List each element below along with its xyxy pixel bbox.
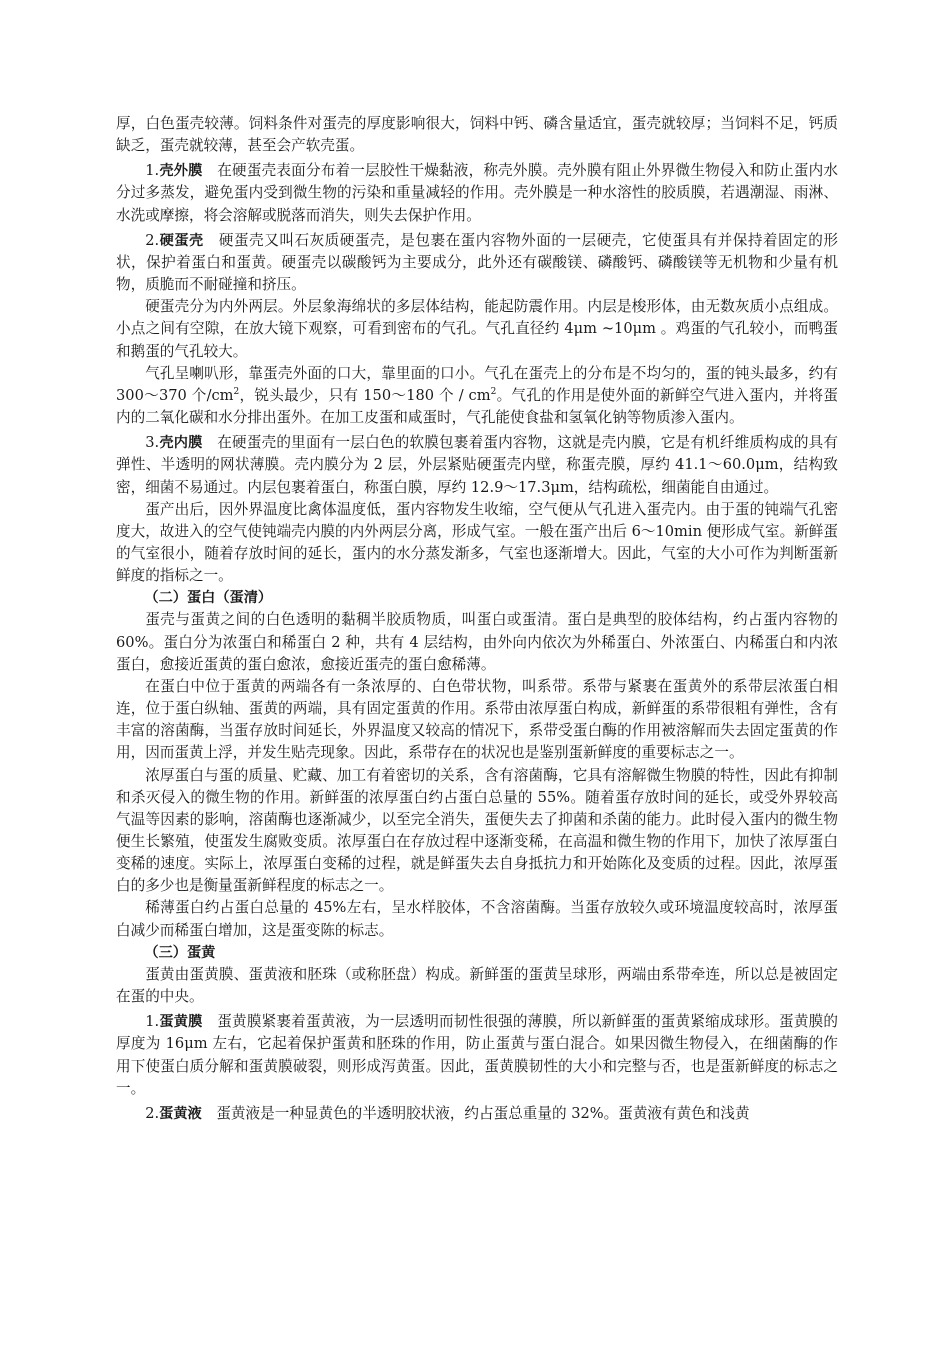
- paragraph-11: 稀薄蛋白约占蛋白总量的 45%左右，呈水样胶体，不含溶菌酶。当蛋存放较久或环境温度较高时，浓厚蛋白减少而稀蛋白增加，这是蛋变陈的标志。: [116, 899, 838, 939]
- item-text: 蛋黄液是一种显黄色的半透明胶状液，约占蛋总重量的 32%。蛋黄液有黄色和浅黄: [216, 1104, 750, 1122]
- document-page: [116, 113, 838, 1125]
- term-heading: 蛋黄膜: [159, 1014, 203, 1031]
- paragraph-10: 浓厚蛋白与蛋的质量、贮藏、加工有着密切的关系，含有溶菌酶，它具有溶解微生物膜的特性，因此有抑制和杀灭侵入的微生物的作用。新鲜蛋的浓厚蛋白约占蛋白总量的 55%。随着蛋存放时间的延长，或受外界较高气温等因素的影响，溶菌酶也逐渐减少，以至完全消失，蛋便失去了抑菌和杀菌的能力。此时侵入蛋内的微生物便生长繁殖，使蛋发生腐败变质。浓厚蛋白在存放过程中逐渐变稀，在高温和微生物的作用下，加快了浓厚蛋白变稀的速度。实际上，浓厚蛋白变稀的过程，就是鲜蛋失去自身抵抗力和开始陈化及变质的过程。因此，浓厚蛋白的多少也是衡量蛋新鲜程度的标志之一。: [116, 766, 838, 895]
- paragraph-13: 蛋黄由蛋黄膜、蛋黄液和胚珠（或称胚盘）构成。新鲜蛋的蛋黄呈球形，两端由系带牵连，所以总是被固定在蛋的中央。: [116, 965, 838, 1006]
- paragraph-0: 厚，白色蛋壳较薄。饲料条件对蛋壳的厚度影响很大，饲料中钙、磷含量适宜，蛋壳就较厚；当饲料不足，钙质缺乏，蛋壳就较薄，甚至会产软壳蛋。: [116, 115, 838, 155]
- item-number: 1.: [145, 1013, 160, 1031]
- paragraph-9: 在蛋白中位于蛋黄的两端各有一条浓厚的、白色带状物，叫系带。系带与紧裹在蛋黄外的系带层浓蛋白相连，位于蛋白纵轴、蛋黄的两端，具有固定蛋黄的作用。系带由浓厚蛋白构成，新鲜蛋的系带很粗有弹性，含有丰富的溶菌酶，当蛋存放时间延长，外界温度又较高的情况下，系带受蛋白酶的作用被溶解而失去固定蛋黄的作用，因而蛋黄上浮，并发生贴壳现象。因此，系带存在的状况也是鉴别蛋新鲜度的重要标志之一。: [116, 677, 838, 762]
- paragraph-4: 气孔呈喇叭形，靠蛋壳外面的口大，靠里面的口小。气孔在蛋壳上的分布是不均匀的，蛋的钝头最多，约有 300～370 个$/cm^2$，锐头最少，只有 150～180 个 / $cm^2$。气孔的作用是使外面的新鲜空气进入蛋内，并将蛋内的二氧化碳和水分排出蛋外。在加工皮蛋和咸蛋时，气孔能使食盐和氢氧化钠等物质渗入蛋内。: [116, 364, 838, 427]
- section-heading-yolk: （三）蛋黄: [144, 944, 216, 961]
- item-yolk-liquid: [116, 1103, 838, 1125]
- item-shell-inner-membrane: [116, 432, 838, 498]
- section-heading-egg-white: （二）蛋白（蛋清）: [144, 590, 273, 607]
- paragraph-6: 蛋产出后，因外界温度比禽体温度低，蛋内容物发生收缩，空气便从气孔进入蛋壳内。由于蛋的钝端气孔密度大，故进入的空气使钝端壳内膜的内外两层分离，形成气室。一般在蛋产出后 6～10min 便形成气室。新鲜蛋的气室很小，随着存放时间的延长，蛋内的水分蒸发渐多，气室也逐渐增大。因此，气室的大小可作为判断蛋新鲜度的指标之一。: [116, 500, 838, 585]
- item-text: 蛋黄膜紧裹着蛋黄液，为一层透明而韧性很强的薄膜，所以新鲜蛋的蛋黄紧缩成球形。蛋黄膜的厚度为 16μm 左右，它起着保护蛋黄和胚珠的作用，防止蛋黄与蛋白混合。如果因微生物侵入，在细菌酶的作用下使蛋白质分解和蛋黄膜破裂，则形成泻黄蛋。因此，蛋黄膜韧性的大小和完整与否，也是蛋新鲜度的标志之一。: [116, 1013, 838, 1097]
- item-number: 1.: [145, 162, 160, 180]
- item-shell-outer-membrane: [116, 160, 838, 226]
- paragraph-3: 硬蛋壳分为内外两层。外层象海绵状的多层体结构，能起防震作用。内层是梭形体，由无数灰质小点组成。小点之间有空隙，在放大镜下观察，可看到密布的气孔。气孔直径约 4μm ~10μm 。鸡蛋的气孔较小，而鸭蛋和鹅蛋的气孔较大。: [116, 298, 838, 360]
- item-number: 2.: [145, 1104, 160, 1122]
- item-number: 3.: [145, 434, 160, 452]
- term-heading: 蛋黄液: [159, 1105, 202, 1122]
- term-heading: 壳内膜: [159, 435, 203, 452]
- item-number: 2.: [145, 231, 160, 249]
- item-text: 在硬蛋壳表面分布着一层胶性干燥黏液，称壳外膜。壳外膜有阻止外界微生物侵入和防止蛋内水分过多蒸发，避免蛋内受到微生物的污染和重量减轻的作用。壳外膜是一种水溶性的胶质膜，若遇潮湿、雨淋、水洗或摩擦，将会溶解或脱落而消失，则失去保护作用。: [116, 162, 838, 224]
- item-hard-shell: [116, 230, 838, 296]
- item-text: 在硬蛋壳的里面有一层白色的软膜包裹着蛋内容物，这就是壳内膜，它是有机纤维质构成的具有弹性、半透明的网状薄膜。壳内膜分为 2 层，外层紧贴硬蛋壳内壁，称蛋壳膜，厚约 41.1～60.0μm，结构致密，细菌不易通过。内层包裹着蛋白，称蛋白膜，厚约 12.9～17.3μm，结构疏松，细菌能自由通过。: [116, 434, 838, 496]
- item-text: 硬蛋壳又叫石灰质硬蛋壳，是包裹在蛋内容物外面的一层硬壳，它使蛋具有并保持着固定的形状，保护着蛋白和蛋黄。硬蛋壳以碳酸钙为主要成分，此外还有碳酸镁、磷酸钙、磷酸镁等无机物和少量有机物，质脆而不耐碰撞和挤压。: [116, 231, 838, 294]
- term-heading: 壳外膜: [159, 163, 203, 180]
- term-heading: 硬蛋壳: [159, 232, 204, 249]
- paragraph-8: 蛋壳与蛋黄之间的白色透明的黏稠半胶质物质，叫蛋白或蛋清。蛋白是典型的胶体结构，约占蛋内容物的 60%。蛋白分为浓蛋白和稀蛋白 2 种，共有 4 层结构，由外向内依次为外稀蛋白、外浓蛋白、内稀蛋白和内浓蛋白，愈接近蛋黄的蛋白愈浓，愈接近蛋壳的蛋白愈稀薄。: [116, 611, 838, 673]
- item-yolk-membrane: [116, 1011, 838, 1100]
